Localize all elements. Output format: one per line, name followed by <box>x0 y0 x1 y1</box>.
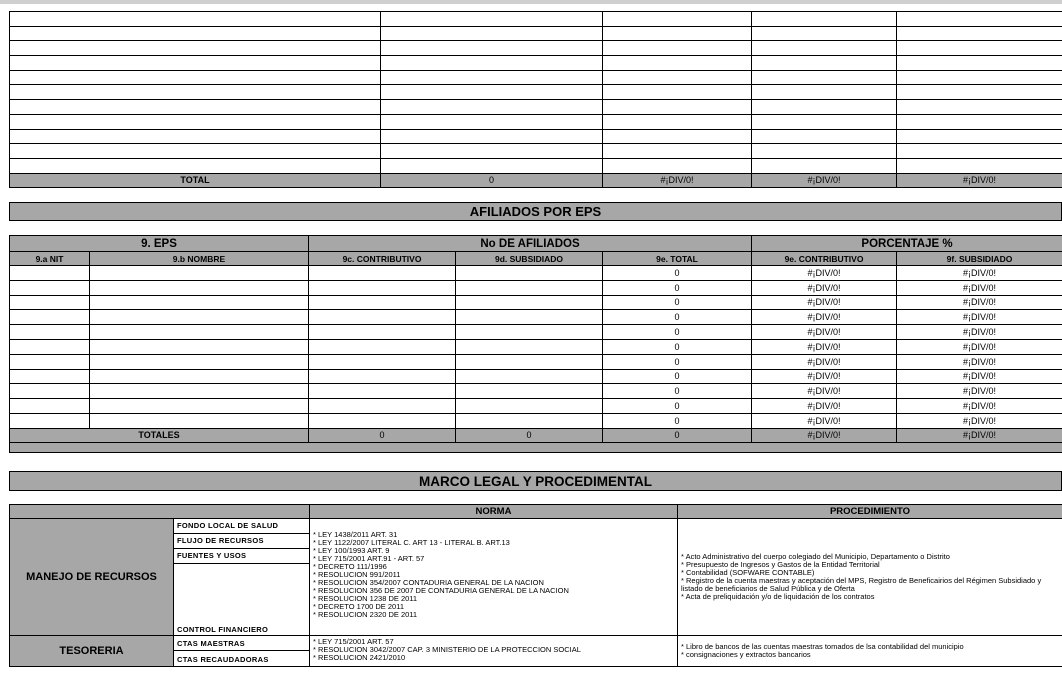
top-table-cell <box>10 26 381 41</box>
top-table-row <box>10 56 1062 71</box>
top-table-cell <box>381 12 603 27</box>
top-total-value: #¡DIV/0! <box>897 173 1062 187</box>
subitem-ctas-recaudadoras: CTAS RECAUDADORAS <box>177 655 269 664</box>
afiliados-cell: #¡DIV/0! <box>752 354 897 369</box>
afiliados-cell: #¡DIV/0! <box>897 384 1062 399</box>
afiliados-cell <box>309 384 456 399</box>
top-table-cell <box>897 70 1062 85</box>
group-eps-header: 9. EPS <box>10 236 309 252</box>
afiliados-cell <box>10 310 90 325</box>
manejo-subitems <box>174 519 310 636</box>
top-table-row <box>10 85 1062 100</box>
tesoreria-procedimiento: * Libro de bancos de las cuentas maestras tomados de lsa contabilidad del municipio * consignaciones y extractos bancarios <box>678 636 1062 667</box>
afiliados-cell <box>90 295 309 310</box>
afiliados-row <box>10 354 1062 369</box>
top-table-cell <box>603 41 752 56</box>
afiliados-column-header: 9c. CONTRIBUTIVO <box>309 252 456 266</box>
manejo-norma: * LEY 1438/2011 ART. 31 * LEY 1122/2007 LITERAL C. ART 13 - LITERAL B. ART.13 * LEY 100/1993 ART. 9 * LEY 715/2001 ART.91 - ART. 57 * DECRETO 111/1996 * RESOLUCION 991/2011 * RESOLUCION 354/2007 CONTADURIA GENERAL DE LA NACION * RESOLUCION 356 DE 2007 DE CONTADURIA GENERAL DE LA NACION * RESOLUCION 1238 DE 2011 * DECRETO 1700 DE 2011 * RESOLUCION 2320 DE 2011 <box>310 519 678 636</box>
top-table-cell <box>381 26 603 41</box>
group-afiliados-header: No DE AFILIADOS <box>309 236 752 252</box>
afiliados-column-header: 9e. CONTRIBUTIVO <box>752 252 897 266</box>
afiliados-cell: #¡DIV/0! <box>752 266 897 281</box>
afiliados-cell: #¡DIV/0! <box>897 339 1062 354</box>
afiliados-cell <box>10 399 90 414</box>
afiliados-cell <box>456 266 603 281</box>
marco-title: MARCO LEGAL Y PROCEDIMENTAL <box>9 471 1062 491</box>
afiliados-row <box>10 295 1062 310</box>
top-table-cell <box>10 114 381 129</box>
afiliados-row <box>10 325 1062 340</box>
top-table-cell <box>603 100 752 115</box>
afiliados-cell <box>90 354 309 369</box>
top-table-cell <box>897 158 1062 173</box>
afiliados-cell: 0 <box>603 295 752 310</box>
afiliados-cell <box>309 354 456 369</box>
afiliados-cell: 0 <box>603 369 752 384</box>
afiliados-bottom-strip-cell <box>10 442 1062 452</box>
afiliados-cell: #¡DIV/0! <box>752 384 897 399</box>
top-table-cell <box>897 129 1062 144</box>
top-table-cell <box>10 70 381 85</box>
afiliados-bottom-strip <box>10 442 1062 452</box>
top-total-label: TOTAL <box>10 173 381 187</box>
afiliados-cell <box>90 280 309 295</box>
afiliados-cell <box>456 384 603 399</box>
afiliados-cell: #¡DIV/0! <box>897 354 1062 369</box>
top-table <box>9 11 1062 188</box>
afiliados-cell <box>309 280 456 295</box>
top-table-cell <box>603 56 752 71</box>
afiliados-cell: 0 <box>603 413 752 428</box>
afiliados-row <box>10 399 1062 414</box>
afiliados-totals-value: #¡DIV/0! <box>897 428 1062 442</box>
top-table-cell <box>897 114 1062 129</box>
top-table-cell <box>897 144 1062 159</box>
top-table-cell <box>752 129 897 144</box>
top-table-cell <box>752 85 897 100</box>
top-total-row <box>10 173 1062 187</box>
top-table-cell <box>752 56 897 71</box>
top-table-cell <box>603 129 752 144</box>
afiliados-cell: 0 <box>603 310 752 325</box>
afiliados-cell <box>309 266 456 281</box>
afiliados-cell: 0 <box>603 339 752 354</box>
top-table-row <box>10 100 1062 115</box>
afiliados-cell <box>90 369 309 384</box>
procedimiento-header: PROCEDIMIENTO <box>678 505 1062 519</box>
marco-table <box>9 504 1062 667</box>
subitem-fondo-local: FONDO LOCAL DE SALUD <box>177 521 279 530</box>
afiliados-cell: #¡DIV/0! <box>752 399 897 414</box>
top-total-value: #¡DIV/0! <box>752 173 897 187</box>
afiliados-cell <box>456 310 603 325</box>
afiliados-cell <box>10 339 90 354</box>
top-table-cell <box>603 70 752 85</box>
top-table-cell <box>603 114 752 129</box>
afiliados-cell: #¡DIV/0! <box>897 399 1062 414</box>
afiliados-cell: #¡DIV/0! <box>752 339 897 354</box>
subitem-fuentes-usos: FUENTES Y USOS <box>177 551 247 560</box>
afiliados-cell: #¡DIV/0! <box>897 413 1062 428</box>
afiliados-totals-value: #¡DIV/0! <box>752 428 897 442</box>
top-total-value: 0 <box>381 173 603 187</box>
afiliados-row <box>10 266 1062 281</box>
afiliados-cell <box>90 325 309 340</box>
top-table-cell <box>897 56 1062 71</box>
top-table-cell <box>381 114 603 129</box>
afiliados-cell: 0 <box>603 384 752 399</box>
top-table-cell <box>752 26 897 41</box>
afiliados-row <box>10 339 1062 354</box>
top-table-cell <box>897 26 1062 41</box>
afiliados-cell: #¡DIV/0! <box>752 325 897 340</box>
tesoreria-label: TESORERIA <box>10 636 174 667</box>
afiliados-cell <box>309 325 456 340</box>
top-table-cell <box>752 144 897 159</box>
afiliados-row <box>10 384 1062 399</box>
afiliados-cell <box>90 339 309 354</box>
top-table-cell <box>897 85 1062 100</box>
manejo-procedimiento: * Acto Administrativo del cuerpo colegiado del Municipio, Departamento o Distrito * Presupuesto de Ingresos y Gastos de la Entidad Territorial * Contabilidad (SOFWARE CONTABLE) * Registro de la cuenta maestras y aceptación del MPS, Registro de Beneficairios del Régimen Subsidiado y listado de beneficiarios de Salud Pública y de Oferta * Acta de preliquidación y/o de liquidación de los contratos <box>678 519 1062 636</box>
top-table-cell <box>10 56 381 71</box>
top-table-cell <box>897 12 1062 27</box>
afiliados-cell: 0 <box>603 325 752 340</box>
top-table-cell <box>10 12 381 27</box>
afiliados-cell <box>90 384 309 399</box>
afiliados-cell <box>10 369 90 384</box>
group-porcentaje-header: PORCENTAJE % <box>752 236 1062 252</box>
afiliados-cell: 0 <box>603 399 752 414</box>
top-table-cell <box>10 100 381 115</box>
top-table-cell <box>603 26 752 41</box>
afiliados-cell <box>309 295 456 310</box>
afiliados-title: AFILIADOS POR EPS <box>9 202 1062 221</box>
afiliados-cell <box>10 325 90 340</box>
afiliados-cell: #¡DIV/0! <box>752 310 897 325</box>
top-table-cell <box>10 85 381 100</box>
afiliados-cell <box>309 369 456 384</box>
top-table-cell <box>752 41 897 56</box>
top-table-row <box>10 158 1062 173</box>
afiliados-cell <box>456 413 603 428</box>
top-table-cell <box>381 158 603 173</box>
afiliados-cell <box>456 325 603 340</box>
afiliados-column-header: 9d. SUBSIDIADO <box>456 252 603 266</box>
afiliados-column-header: 9.a NIT <box>10 252 90 266</box>
afiliados-cell <box>10 280 90 295</box>
top-table-cell <box>381 100 603 115</box>
afiliados-cell: #¡DIV/0! <box>897 266 1062 281</box>
subitem-control-financiero: CONTROL FINANCIERO <box>177 625 269 634</box>
afiliados-cell <box>90 399 309 414</box>
afiliados-cell: #¡DIV/0! <box>897 295 1062 310</box>
afiliados-row <box>10 310 1062 325</box>
top-table-cell <box>752 114 897 129</box>
top-table-cell <box>381 41 603 56</box>
afiliados-cell <box>10 354 90 369</box>
top-table-cell <box>752 70 897 85</box>
afiliados-cell <box>90 310 309 325</box>
afiliados-cell <box>456 339 603 354</box>
top-table-cell <box>10 144 381 159</box>
top-table-cell <box>381 144 603 159</box>
top-table-cell <box>603 85 752 100</box>
afiliados-cell: 0 <box>603 354 752 369</box>
top-table-cell <box>603 144 752 159</box>
afiliados-cell: #¡DIV/0! <box>752 413 897 428</box>
afiliados-cell <box>309 399 456 414</box>
top-table-row <box>10 144 1062 159</box>
marco-corner <box>10 505 310 519</box>
afiliados-cell <box>10 413 90 428</box>
tesoreria-subitems <box>174 636 310 667</box>
subitem-flujo-recursos: FLUJO DE RECURSOS <box>177 536 264 545</box>
afiliados-cell: #¡DIV/0! <box>752 280 897 295</box>
top-total-value: #¡DIV/0! <box>603 173 752 187</box>
manejo-recursos-label: MANEJO DE RECURSOS <box>10 519 174 636</box>
afiliados-totals-value: 0 <box>456 428 603 442</box>
top-table-row <box>10 70 1062 85</box>
top-table-row <box>10 114 1062 129</box>
afiliados-cell <box>10 384 90 399</box>
afiliados-cell: #¡DIV/0! <box>897 280 1062 295</box>
afiliados-totals-value: 0 <box>603 428 752 442</box>
top-table-cell <box>10 129 381 144</box>
afiliados-cell <box>90 266 309 281</box>
top-table-row <box>10 41 1062 56</box>
top-table-cell <box>752 100 897 115</box>
afiliados-cell <box>309 339 456 354</box>
tesoreria-norma: * LEY 715/2001 ART. 57 * RESOLUCION 3042/2007 CAP. 3 MINISTERIO DE LA PROTECCION SOCIAL * RESOLUCION 2421/2010 <box>310 636 678 667</box>
afiliados-cell: #¡DIV/0! <box>897 325 1062 340</box>
top-table-cell <box>752 158 897 173</box>
afiliados-cell <box>456 354 603 369</box>
afiliados-cell <box>456 295 603 310</box>
top-table-cell <box>381 56 603 71</box>
afiliados-cell <box>10 295 90 310</box>
afiliados-cell <box>456 280 603 295</box>
afiliados-column-header: 9f. SUBSIDIADO <box>897 252 1062 266</box>
afiliados-cell <box>309 413 456 428</box>
top-table-row <box>10 12 1062 27</box>
afiliados-cell: 0 <box>603 266 752 281</box>
afiliados-column-header: 9.b NOMBRE <box>90 252 309 266</box>
afiliados-cell <box>90 413 309 428</box>
afiliados-cell: #¡DIV/0! <box>897 310 1062 325</box>
norma-header: NORMA <box>310 505 678 519</box>
top-table-cell <box>381 129 603 144</box>
afiliados-cell: #¡DIV/0! <box>752 369 897 384</box>
afiliados-cell: #¡DIV/0! <box>897 369 1062 384</box>
top-table-cell <box>603 158 752 173</box>
afiliados-row <box>10 280 1062 295</box>
afiliados-cell: #¡DIV/0! <box>752 295 897 310</box>
top-table-cell <box>897 100 1062 115</box>
top-border <box>0 0 1062 4</box>
afiliados-cell <box>456 399 603 414</box>
top-table-row <box>10 26 1062 41</box>
afiliados-row <box>10 369 1062 384</box>
afiliados-cell <box>10 266 90 281</box>
subitem-ctas-maestras: CTAS MAESTRAS <box>177 639 245 648</box>
afiliados-column-header: 9e. TOTAL <box>603 252 752 266</box>
afiliados-totals-row <box>10 428 1062 442</box>
top-table-cell <box>603 12 752 27</box>
top-table-cell <box>381 70 603 85</box>
top-table-row <box>10 129 1062 144</box>
afiliados-cell <box>456 369 603 384</box>
afiliados-cell <box>309 310 456 325</box>
afiliados-totals-label: TOTALES <box>10 428 309 442</box>
afiliados-totals-value: 0 <box>309 428 456 442</box>
afiliados-table <box>9 235 1062 453</box>
top-table-cell <box>381 85 603 100</box>
afiliados-cell: 0 <box>603 280 752 295</box>
afiliados-row <box>10 413 1062 428</box>
top-table-cell <box>752 12 897 27</box>
top-table-cell <box>897 41 1062 56</box>
top-table-cell <box>10 158 381 173</box>
top-table-cell <box>10 41 381 56</box>
